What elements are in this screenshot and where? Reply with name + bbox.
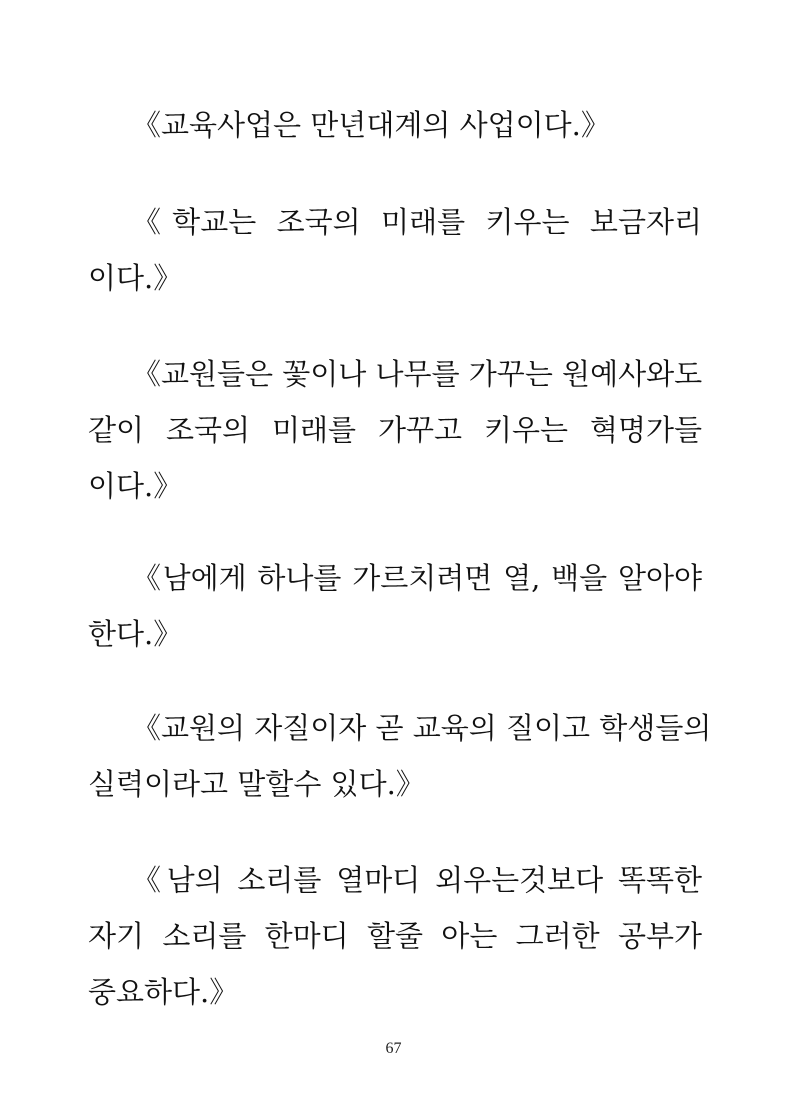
quote-line: 《남에게 하나를 가르치려면 열, 백을 알아야 xyxy=(132,561,702,595)
quote-line: 《교원의 자질이자 곧 교육의 질이고 학생들의 xyxy=(132,711,712,745)
quote-line: 《학교는 조국의 미래를 키우는 보금자리 xyxy=(132,205,702,239)
quote-paragraph-6 xyxy=(88,852,702,1020)
quote-line: 같이 조국의 미래를 가꾸고 키우는 혁명가들 xyxy=(88,413,702,447)
quote-paragraph-2 xyxy=(88,194,702,306)
page-number: 67 xyxy=(385,1040,402,1057)
quote-line: 《교원들은 꽃이나 나무를 가꾸는 원예사와도 xyxy=(132,357,703,391)
quote-line: 이다.》 xyxy=(88,261,183,295)
quote-paragraph-3 xyxy=(88,346,702,514)
quote-line: 《교육사업은 만년대계의 사업이다.》 xyxy=(132,108,610,142)
quote-line: 중요하다.》 xyxy=(88,975,239,1009)
quote-paragraph-1 xyxy=(88,97,702,153)
quote-line: 한다.》 xyxy=(88,617,183,651)
quote-line: 자기 소리를 한마디 할줄 아는 그러한 공부가 xyxy=(88,919,702,953)
quote-line: 이다.》 xyxy=(88,469,183,503)
quote-paragraph-4 xyxy=(88,550,702,662)
quote-line: 실력이라고 말할수 있다.》 xyxy=(88,767,425,801)
quote-paragraph-5 xyxy=(88,700,712,812)
quote-line: 《남의 소리를 열마디 외우는것보다 똑똑한 xyxy=(132,863,702,897)
